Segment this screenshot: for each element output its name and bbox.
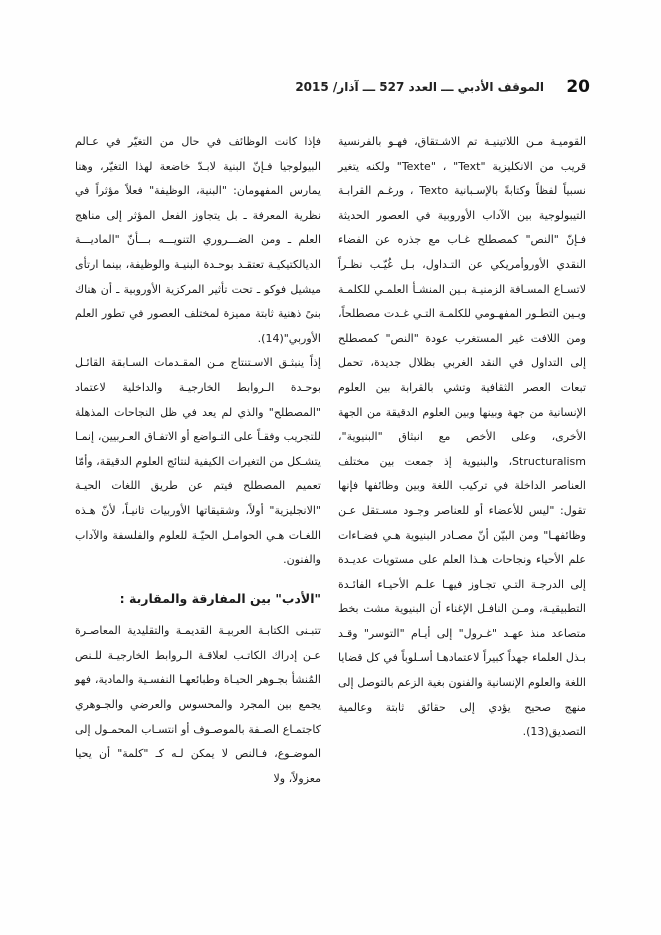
left-column [75, 130, 321, 791]
right-column [338, 130, 586, 745]
left-column-paragraph-3: تتبـنى الكتابـة العربيـة القديمـة والتقليدية المعاصـرة عـن إدراك الكاتـب لعلاقـة الـروابط الخارجيـة للـنص المُنشأ بجـوهر الحيـاة وطبائعهـا النفسـية والمادية، فهو يجمع بين المجرد والمحسوس والعرضي والجـوهري كاجتمـاع الصـفة بالموصـوف أو انتسـاب المحمـول إلى الموضـوع، فـالنص لا يمكن لـه كـ "كلمة" أن يحيا معزولاً، ولا [75, 624, 321, 785]
left-column-paragraph-1: فإذا كانت الوظائف في حال من التغيّر في عـالم البيولوجيا فـإنّ البنية لابـدّ خاضعة لهذا التغيّر، وهنا يمارس المفهومان: "البنية، الوظيفة" فعلاً مؤثراً في نظرية المعرفة ـ بل يتجاوز الفعل المؤثر إلى مناهج العلم ـ ومن الضـــروري التنويـــه بـــأنّ "الماديـــة الديالكتيكيـة تعتقـد بوحـدة البنيـة والوظيفة، بينما ارتأى ميشيل فوكو ـ تحت تأثير المركزية الأوروبية ـ أن هناك بنىً ذهنية ثابتة مميزة لمختلف العصور في تطور العلم الأوربي"(14). [75, 135, 321, 345]
left-column-paragraph-2: إذاً ينبثـق الاسـتنتاج مـن المقـدمات السـابقة القائـل بوحـدة الـروابط الخارجيـة والداخلية لاعتماد "المصطلح" والذي لم يعد في ظل النجاحات المذهلة للتجريب وفقـاً على التـواضع أو الاتفـاق العـربيين، إنمـا يتشـكل من التغيرات الكيفية لنتائج العلوم الدقيقة، وأمّا تعميم المصطلح فيتم عن طريق اللغات الحيـة "الانجليزية" أولاً، وشقيقاتها الأوربيات ثانيـاً، لأنّ هـذه اللغـات هـي الحوامـل الحيّـة للعلوم والفلسفة والآداب والفنون. [75, 356, 321, 567]
page-header [295, 74, 590, 104]
section-heading: "الأدب" بين المفارقة والمقاربة : [119, 590, 321, 606]
right-column-paragraph: القوميـة مـن اللاتينيـة تم الاشـتقاق، فهـو بالفرنسية قريب من الانكليزية "Texte" ، "Text" ولكنه يتغير نسبياً لفظاً وكتابةً بالإسـبانية Texto ، ورغـم القرابـة التيبولوجية بين الآداب الأوروبية في العصور الحديثة فـإنّ "النص" كمصطلح غـاب مع جذره عن الفضاء النقدي الأوروأمريكي عن التـداول، بـل غُيّـب نظـراً لاتسـاع المسـافة الزمنيـة بـين المنشـأ العلمـي للكلمـة وبـين التطـور المفهـومي للكلمـة التـي غـدت مصطلحاً، ومن اللافت غير المستغرب عودة "النص" كمصطلح إلى التداول في النقد الغربي بظلال جديدة، تحمل تبعات العصر الثقافية وتشي بالقرابة بين العلوم الإنسانية من جهة وبينها وبين العلوم الدقيقة من الجهة الأخرى، وعلى الأخص مع انبثاق "البنيوية"، Structuralism، والبنيوية إذ جمعت بين مختلف العناصر الداخلة في تركيب اللغة وبين وظائفها فإنها تقول: "ليس للأعضاء أو للعناصر وجـود مسـتقل عـن وظائفهـا" ومن البيّن أنّ مصـادر البنيوية هـي فضـاءات علم الأحياء ونجاحات هـذا العلم على مستويات عديـدة إلى الدرجـة التـي تجـاوز فيهـا علـم الأحيـاء الفائـدة التطبيقيـة، ومـن النافـل الإغناء أن البنيوية مشت بخط متصاعد منذ عهـد "غـرول" إلى أيـام "التوسر" وقـد بـذل العلماء جهداً كبيراً لاعتمادهـا أسـلوباً في كل قضايا اللغة والعلوم الإنسانية والفنون بغية الزعم بالتوصل إلى منهج صحيح يؤدي إلى حقائق ثابتة وعالمية التصديق(13). [338, 135, 586, 739]
page-number: 20 [566, 77, 590, 97]
issue-line: الموقف الأدبي ـــ العدد 527 ـــ آذار/ 2015 [295, 80, 544, 94]
